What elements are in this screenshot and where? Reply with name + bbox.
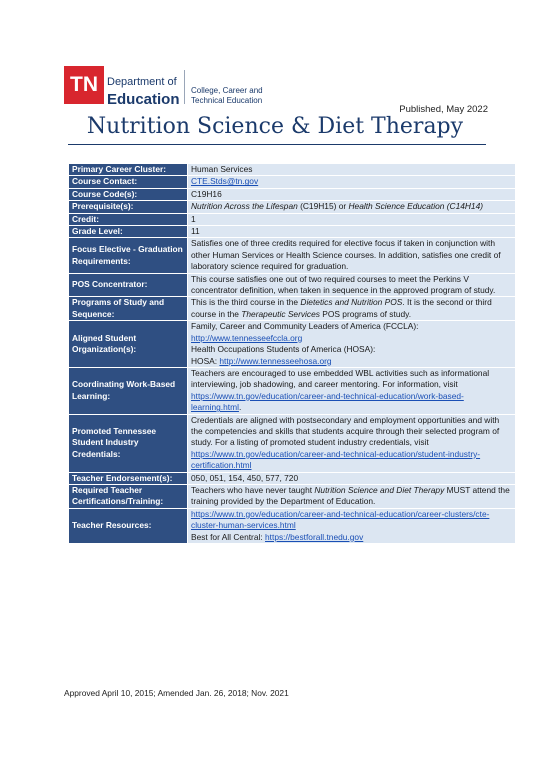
row-teacher-training <box>69 484 516 508</box>
programs-pos-name: Dietetics and Nutrition POS <box>300 297 403 308</box>
value-focus-elective: Satisfies one of three credits required for elective focus if taken in conjunction with other Human Services or Health Science courses. In addition, satisfies one credit of laboratory science required for graduation. <box>188 238 516 273</box>
wbl-text: Teachers are encouraged to use embedded WBL activities such as informational interviewing, job shadowing, and career mentoring. For information, visit <box>191 367 490 390</box>
programs-text-1: This is the third course in the <box>191 297 301 308</box>
fccla-name: Family, Career and Community Leaders of America (FCCLA): <box>191 321 419 332</box>
row-focus-elective <box>69 238 516 273</box>
label-grade-level: Grade Level: <box>69 226 188 238</box>
row-work-based-learning <box>69 367 516 414</box>
logo-division-line1: College, Career and <box>191 86 263 95</box>
prereq-connector: (C19H15) or <box>297 201 349 212</box>
label-career-cluster: Primary Career Cluster: <box>69 164 188 176</box>
logo-education-text: Education <box>107 91 180 108</box>
label-course-contact: Course Contact: <box>69 176 188 188</box>
value-teacher-endorsements: 050, 051, 154, 450, 577, 720 <box>188 472 516 484</box>
resources-cluster-link[interactable]: https://www.tn.gov/education/career-and-technical-education/career-clusters/cte-cluster-human-services.html <box>191 508 490 531</box>
value-prerequisites <box>188 201 516 213</box>
row-grade-level <box>69 226 516 238</box>
label-focus-elective: Focus Elective - Graduation Requirements: <box>69 238 188 273</box>
page-title: Nutrition Science & Diet Therapy <box>86 114 464 139</box>
label-teacher-training: Required Teacher Certifications/Training: <box>69 484 188 508</box>
label-prerequisites: Prerequisite(s): <box>69 201 188 213</box>
label-teacher-endorsements: Teacher Endorsement(s): <box>69 472 188 484</box>
value-pos-concentrator: This course satisfies one out of two required courses to meet the Perkins V concentrator definition, when taken in sequence in the approved program of study. <box>188 273 516 297</box>
row-teacher-resources <box>69 508 516 543</box>
approval-footer: Approved April 10, 2015; Amended Jan. 26, 2018; Nov. 2021 <box>64 688 289 698</box>
resources-bestforall-label: Best for All Central: <box>191 531 266 542</box>
label-pos-concentrator: POS Concentrator: <box>69 273 188 297</box>
row-prerequisites <box>69 201 516 213</box>
value-student-organizations <box>188 321 516 368</box>
resources-bestforall-link[interactable]: https://bestforall.tnedu.gov <box>265 531 364 542</box>
hosa-name: Health Occupations Students of America (HOSA): <box>191 344 376 355</box>
label-work-based-learning: Coordinating Work-Based Learning: <box>69 367 188 414</box>
row-industry-credentials <box>69 414 516 472</box>
credentials-text: Credentials are aligned with postsecondary and employment opportunities and with the competencies and skills that students acquire through their selected program of study. For a listing of promoted student industry credentials, visit <box>191 414 500 448</box>
title-rule <box>68 144 486 145</box>
row-course-code <box>69 188 516 200</box>
row-pos-concentrator <box>69 273 516 297</box>
wbl-suffix: . <box>238 402 242 413</box>
label-student-organizations: Aligned Student Organization(s): <box>69 321 188 368</box>
value-credit: 1 <box>188 213 516 225</box>
label-programs-of-study: Programs of Study and Sequence: <box>69 297 188 321</box>
hosa-prefix: HOSA: <box>191 355 220 366</box>
credentials-link[interactable]: https://www.tn.gov/education/career-and-technical-education/student-industry-certification.html <box>191 448 481 471</box>
hosa-link[interactable]: http://www.tennesseehosa.org <box>219 355 332 366</box>
logo-divider <box>184 70 185 104</box>
prereq-course-1: Nutrition Across the Lifespan <box>191 201 298 212</box>
logo-division-line2: Technical Education <box>191 96 263 105</box>
value-programs-of-study <box>188 297 516 321</box>
row-student-organizations <box>69 321 516 368</box>
contact-email-link[interactable]: CTE.Stds@tn.gov <box>191 176 259 187</box>
programs-pos-therapeutic: Therapeutic Services <box>241 308 320 319</box>
row-teacher-endorsements <box>69 472 516 484</box>
value-course-code: C19H16 <box>188 188 516 200</box>
tn-logo-mark: TN <box>64 66 104 104</box>
value-grade-level: 11 <box>188 226 516 238</box>
programs-text-3: POS programs of study. <box>319 308 412 319</box>
label-course-code: Course Code(s): <box>69 188 188 200</box>
row-credit <box>69 213 516 225</box>
logo-department-text: Department of <box>107 76 177 88</box>
label-industry-credentials: Promoted Tennessee Student Industry Credentials: <box>69 414 188 472</box>
training-text-2: MUST attend the training provided by the Department of Education. <box>191 484 510 507</box>
programs-text-2: . It is the second or third course in the <box>191 297 492 319</box>
row-course-contact <box>69 176 516 188</box>
value-industry-credentials <box>188 414 516 472</box>
prereq-course-2: Health Science Education (C14H14) <box>348 201 484 212</box>
value-teacher-training <box>188 484 516 508</box>
training-course-name: Nutrition Science and Diet Therapy <box>314 484 445 495</box>
value-course-contact <box>188 176 516 188</box>
published-date: Published, May 2022 <box>399 104 488 115</box>
fccla-link[interactable]: http://www.tennesseefccla.org <box>191 332 303 343</box>
label-credit: Credit: <box>69 213 188 225</box>
row-programs-of-study <box>69 297 516 321</box>
course-info-table <box>68 163 516 544</box>
value-teacher-resources <box>188 508 516 543</box>
value-work-based-learning <box>188 367 516 414</box>
wbl-link[interactable]: https://www.tn.gov/education/career-and-technical-education/work-based-learning.html <box>191 390 464 413</box>
logo-division-text <box>191 86 263 106</box>
row-career-cluster <box>69 164 516 176</box>
training-text-1: Teachers who have never taught <box>191 484 315 495</box>
value-career-cluster: Human Services <box>188 164 516 176</box>
label-teacher-resources: Teacher Resources: <box>69 508 188 543</box>
